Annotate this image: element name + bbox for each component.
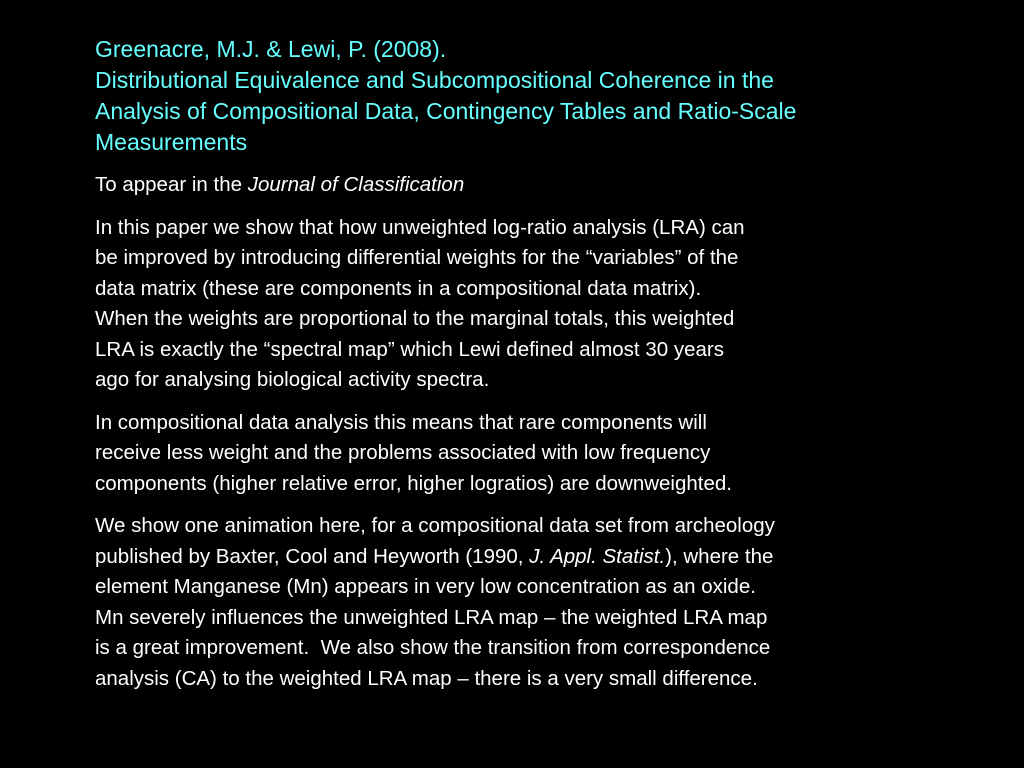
paragraph-line: analysis (CA) to the weighted LRA map – there is a very small difference. [95,666,758,690]
appear-in-note [95,170,965,201]
paragraph-line: components (higher relative error, higher logratios) are downweighted. [95,471,732,495]
title-line-1: Distributional Equivalence and Subcompositional Coherence in the [95,67,774,93]
paragraph-line-citation [95,542,965,573]
paragraph-line: is a great improvement. We also show the transition from correspondence [95,636,771,659]
paragraph-line: LRA is exactly the “spectral map” which Lewi defined almost 30 years [95,337,724,361]
journal-name: Journal of Classification [247,173,465,196]
paragraph-lra-weights [95,213,965,396]
slide-content [95,34,965,694]
paper-heading [95,34,965,158]
paragraph-line: We show one animation here, for a compositional data set from archeology [95,514,775,537]
paragraph-line: element Manganese (Mn) appears in very low concentration as an oxide. [95,575,756,598]
paragraph-line: data matrix (these are components in a compositional data matrix). [95,276,702,300]
title-line-2: Analysis of Compositional Data, Contingency Tables and Ratio-Scale [95,98,797,124]
paragraph-line: be improved by introducing differential weights for the “variables” of the [95,246,739,269]
paragraph-line: When the weights are proportional to the marginal totals, this weighted [95,307,735,330]
citation-line: Greenacre, M.J. & Lewi, P. (2008). [95,36,447,62]
paragraph-line: In compositional data analysis this means that rare components will [95,410,707,434]
paragraph-compositional [95,408,965,500]
paragraph-line: receive less weight and the problems associated with low frequency [95,441,711,464]
appear-prefix: To appear in the [95,173,248,196]
paragraph-line: ago for analysing biological activity spectra. [95,368,490,391]
paragraph-animation [95,511,965,694]
title-line-3: Measurements [95,129,248,155]
paragraph-line: In this paper we show that how unweighted log-ratio analysis (LRA) can [95,215,745,239]
citation-suffix: ), where the [665,544,774,568]
citation-prefix: published by Baxter, Cool and Heyworth (1990, [95,544,530,568]
citation-journal: J. Appl. Statist. [529,544,666,568]
paragraph-line: Mn severely influences the unweighted LRA map – the weighted LRA map [95,605,768,629]
